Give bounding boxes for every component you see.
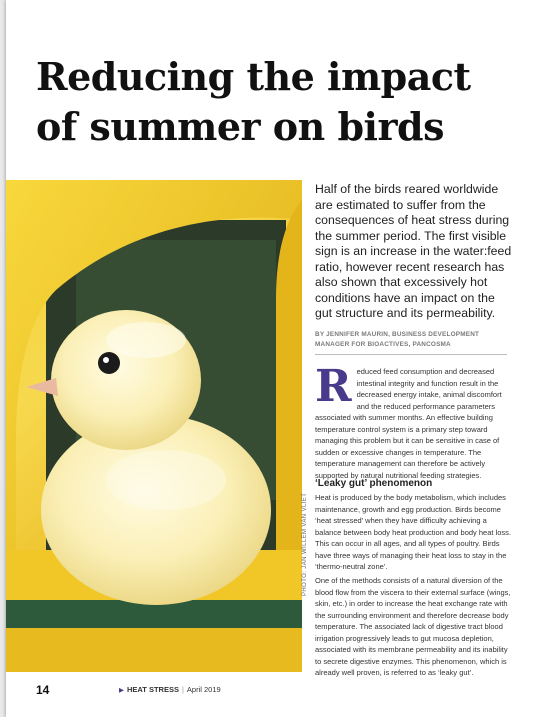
triangle-right-icon: ▶ — [119, 687, 124, 694]
paragraph-1-text: educed feed consumption and decreased intestinal integrity and function result in the decreased energy intake, animal discomfort and the reduced performance parameters associated with summer months. An effective building temperature control system is a primary step toward managing this problem but it can be sensitive in case of sudden or excessive changes in temperature. The temperature management can therefore be actively supported by natural nutritional feeding strategies. — [315, 367, 502, 480]
section-heading: ‘Leaky gut’ phenomenon — [315, 478, 433, 489]
divider — [315, 354, 507, 355]
magazine-page — [6, 0, 534, 717]
author-byline: BY JENNIFER MAURIN, BUSINESS DEVELOPMENT MANAGER FOR BIOACTIVES, PANCOSMA — [315, 331, 480, 348]
paragraph-1 — [315, 361, 511, 481]
section-name: HEAT STRESS — [127, 685, 179, 694]
drop-cap: R — [315, 361, 352, 412]
article-intro: Half of the birds reared worldwide are estimated to suffer from the consequences of heat stress during the summer period. The first visible sign is an increase in the water:feed ratio, however recent research has also shown that excessively hot conditions have an impact on the gut structure and its permeability. — [315, 182, 512, 320]
chick-illustration — [6, 180, 302, 672]
page-number: 14 — [36, 683, 50, 697]
chick-photo — [6, 180, 302, 672]
paragraph-3: One of the methods consists of a natural diversion of the blood flow from the viscera to their external surface (wings, skin, etc.) in order to increase the heat exchange rate with the surrounding environment and therefore decrease body temperature. The associated lack of digestive tract blood irrigation progressively leads to gut mucosa depletion, associated with its membrane permeability and its inability to secrete digestive enzymes. This phenomenon, which is already well proven, is referred to as ‘leaky gut’. — [315, 576, 511, 677]
article-title: Reducing the impact of summer on birds — [36, 54, 471, 149]
photo-credit: PHOTO: JAN WILLEM VAN VLIET — [302, 492, 308, 596]
paragraph-2: Heat is produced by the body metabolism, which includes maintenance, growth and egg production. Birds become ‘heat stressed’ when they have difficulty achieving a balance between body heat production and body heat loss. This can occur in all ages, and all types of poultry. Birds have three ways of managing their heat loss to stay in the ‘thermo-neutral zone’. — [315, 493, 511, 571]
footer-section-info — [119, 685, 221, 694]
separator: | — [181, 685, 184, 694]
issue-date: April 2019 — [186, 685, 221, 694]
